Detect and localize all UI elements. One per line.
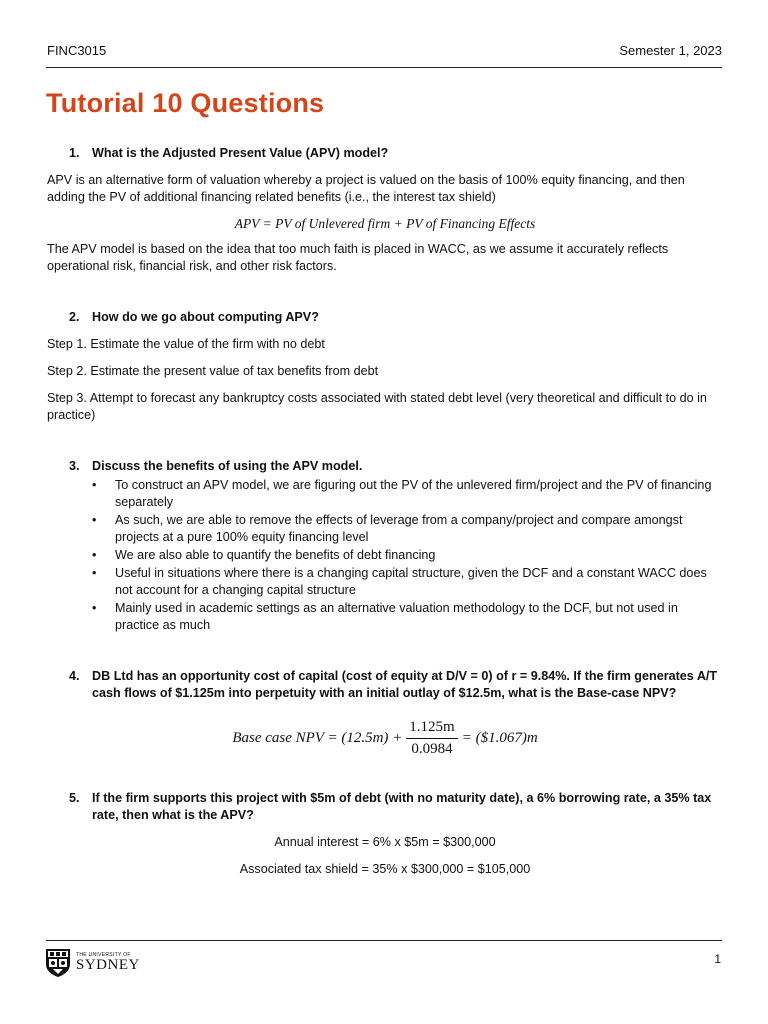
fraction	[406, 719, 457, 758]
paragraph: APV is an alternative form of valuation whereby a project is valued on the basis of 100% equity financing, and then adding the PV of additional financing related benefits (i.e., the interest tax shield)	[47, 173, 685, 204]
document-body	[47, 145, 723, 878]
equation-lhs: Base case NPV = (12.5m) +	[232, 729, 403, 746]
bullet-icon: •	[92, 601, 97, 615]
fraction-denominator: 0.0984	[411, 740, 453, 757]
npv-equation	[47, 712, 723, 764]
header-divider	[46, 67, 722, 68]
question-number: 2.	[69, 310, 80, 324]
question-text: What is the Adjusted Present Value (APV) model?	[92, 146, 389, 160]
question-text: Discuss the benefits of using the APV model.	[92, 459, 363, 473]
logo-small-text: THE UNIVERSITY OF	[76, 952, 131, 958]
logo-big-text: SYDNEY	[76, 957, 140, 973]
semester-label: Semester 1, 2023	[619, 43, 722, 58]
question-4	[47, 668, 723, 702]
step-item: Step 2. Estimate the present value of tax benefits from debt	[47, 364, 379, 378]
page-title: Tutorial 10 Questions	[46, 88, 325, 118]
question-3	[47, 458, 723, 475]
crest-icon	[45, 948, 71, 978]
course-code: FINC3015	[47, 43, 107, 58]
question-1	[47, 145, 723, 162]
list-item: • As such, we are able to remove the effects of leverage from a company/project and compare amongst projects at a pure 100% equity financing level	[92, 513, 683, 544]
page-number: 1	[714, 952, 721, 966]
apv-equation: APV = PV of Unlevered firm + PV of Financing Effects	[234, 216, 536, 231]
question-number: 1.	[69, 146, 80, 160]
list-item: • Mainly used in academic settings as an alternative valuation methodology to the DCF, but not used in practice as much	[92, 601, 678, 632]
benefits-list	[47, 477, 723, 634]
question-text: How do we go about computing APV?	[92, 310, 319, 324]
question-number: 5.	[69, 791, 80, 805]
question-5	[47, 790, 723, 824]
bullet-icon: •	[92, 548, 97, 562]
equation-rhs: = ($1.067)m	[461, 729, 538, 746]
bullet-icon: •	[92, 513, 97, 527]
fraction-numerator: 1.125m	[406, 719, 457, 739]
university-logo	[45, 948, 140, 978]
list-item: • We are also able to quantify the benefits of debt financing	[92, 548, 436, 562]
calculation-line: Annual interest = 6% x $5m = $300,000	[274, 835, 496, 849]
step-item: Step 3. Attempt to forecast any bankruptcy costs associated with stated debt level (very theoretical and difficult to do in practice)	[47, 391, 707, 422]
question-number: 3.	[69, 459, 80, 473]
step-item: Step 1. Estimate the value of the firm with no debt	[47, 337, 325, 351]
footer-divider	[46, 940, 722, 941]
question-text: If the firm supports this project with $5m of debt (with no maturity date), a 6% borrowing rate, a 35% tax rate, then what is the APV?	[92, 791, 712, 822]
paragraph: The APV model is based on the idea that too much faith is placed in WACC, as we assume it accurately reflects operational risk, financial risk, and other risk factors.	[47, 242, 669, 273]
list-item: • Useful in situations where there is a changing capital structure, given the DCF and a constant WACC does not account for a changing capital structure	[92, 566, 707, 597]
bullet-icon: •	[92, 478, 97, 492]
list-item: • To construct an APV model, we are figuring out the PV of the unlevered firm/project and the PV of financing separately	[92, 478, 712, 509]
question-text: DB Ltd has an opportunity cost of capital (cost of equity at D/V = 0) of r = 9.84%. If the firm generates A/T cash flows of $1.125m into perpetuity with an initial outlay of $12.5m, what is the Base-case NPV?	[92, 669, 718, 700]
calculation-line: Associated tax shield = 35% x $300,000 = $105,000	[239, 862, 531, 876]
question-number: 4.	[69, 669, 80, 683]
bullet-icon: •	[92, 566, 97, 580]
question-2	[47, 309, 723, 326]
